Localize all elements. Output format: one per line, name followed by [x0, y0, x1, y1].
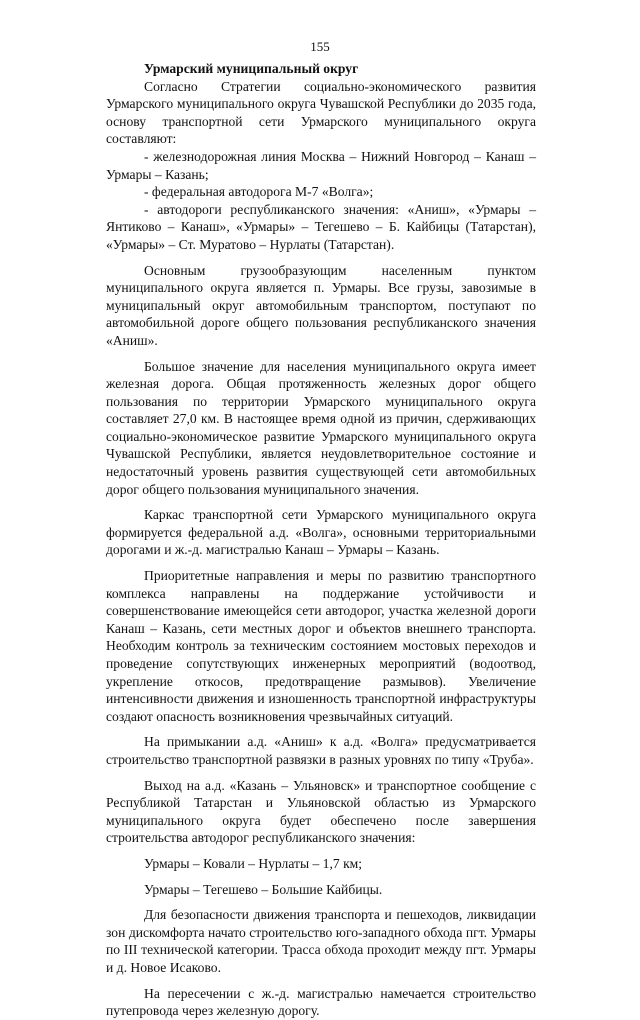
- paragraph: Согласно Стратегии социально-экономического развития Урмарского муниципального округа Чувашской Республики до 2035 года, основу транспортной сети Урмарского муниципального округа составляют:: [106, 78, 536, 147]
- list-item: Урмары – Ковали – Нурлаты – 1,7 км;: [144, 855, 363, 871]
- paragraph: Каркас транспортной сети Урмарского муниципального округа формируется федеральной а.д. «Волга», основными территориальными дорогами и ж.-д. магистралью Канаш – Урмары – Казань.: [106, 507, 536, 558]
- paragraph: На пересечении с ж.-д. магистралью намечается строительство путепровода через железную дорогу.: [106, 985, 536, 1019]
- page-body: [106, 60, 536, 1020]
- paragraph: Для безопасности движения транспорта и пешеходов, ликвидации зон дискомфорта начато строительство юго-западного обхода пгт. Урмары по III технической категории. Трасса обхода проходит между пгт. Урмары и д. Новое Исаково.: [106, 907, 536, 975]
- paragraph: Основным грузообразующим населенным пунктом муниципального округа является п. Урмары. Все грузы, завозимые в муниципальный округ автомобильным транспортом, поступают по автомобильной дороге общего пользования республиканского значения «Аниш».: [106, 262, 536, 348]
- list-item: - федеральная автодорога М-7 «Волга»;: [144, 184, 374, 200]
- list-item: - автодороги республиканского значения: «Аниш», «Урмары – Янтиково – Канаш», «Урмары» – Тегешево – Б. Кайбицы (Татарстан), «Урмары» – Ст. Муратово – Нурлаты (Татарстан).: [106, 201, 536, 252]
- section-heading: Урмарский муниципальный округ: [144, 61, 359, 76]
- list-item: - железнодорожная линия Москва – Нижний Новгород – Канаш – Урмары – Казань;: [106, 148, 536, 182]
- paragraph: Большое значение для населения муниципального округа имеет железная дорога. Общая протяженность железных дорог общего пользования по территории Урмарского муниципального округа составляет 27,0 км. В настоящее время одной из причин, сдерживающих социально-экономическое развитие Урмарского муниципального округа Чувашской Республики, является неудовлетворительное состояние и недостаточный уровень развития существующей сети автомобильных дорог общего пользования муниципального значения.: [106, 358, 536, 497]
- paragraph: Выход на а.д. «Казань – Ульяновск» и транспортное сообщение с Республикой Татарстан и Ульяновской областью из Урмарского муниципального округа будет обеспечено после завершения строительства автодорог республиканского значения:: [106, 777, 536, 846]
- paragraph: На примыкании а.д. «Аниш» к а.д. «Волга» предусматривается строительство транспортной развязки в разных уровнях по типу «Труба».: [106, 734, 536, 767]
- page-number: 155: [310, 39, 330, 54]
- list-item: Урмары – Тегешево – Большие Кайбицы.: [144, 881, 383, 897]
- paragraph: Приоритетные направления и меры по развитию транспортного комплекса направлены на поддержание устойчивости и совершенствование имеющейся сети автодорог, участка железной дороги Канаш – Казань, сети местных дорог и объектов внешнего транспорта. Необходим контроль за техническим состоянием мостовых переходов и проведение сопутствующих инженерных мероприятий (водоотвод, укрепление откосов, предотвращение размывов). Увеличение интенсивности движения и изношенность транспортной инфраструктуры создают опасность возникновения чрезвычайных ситуаций.: [106, 568, 536, 724]
